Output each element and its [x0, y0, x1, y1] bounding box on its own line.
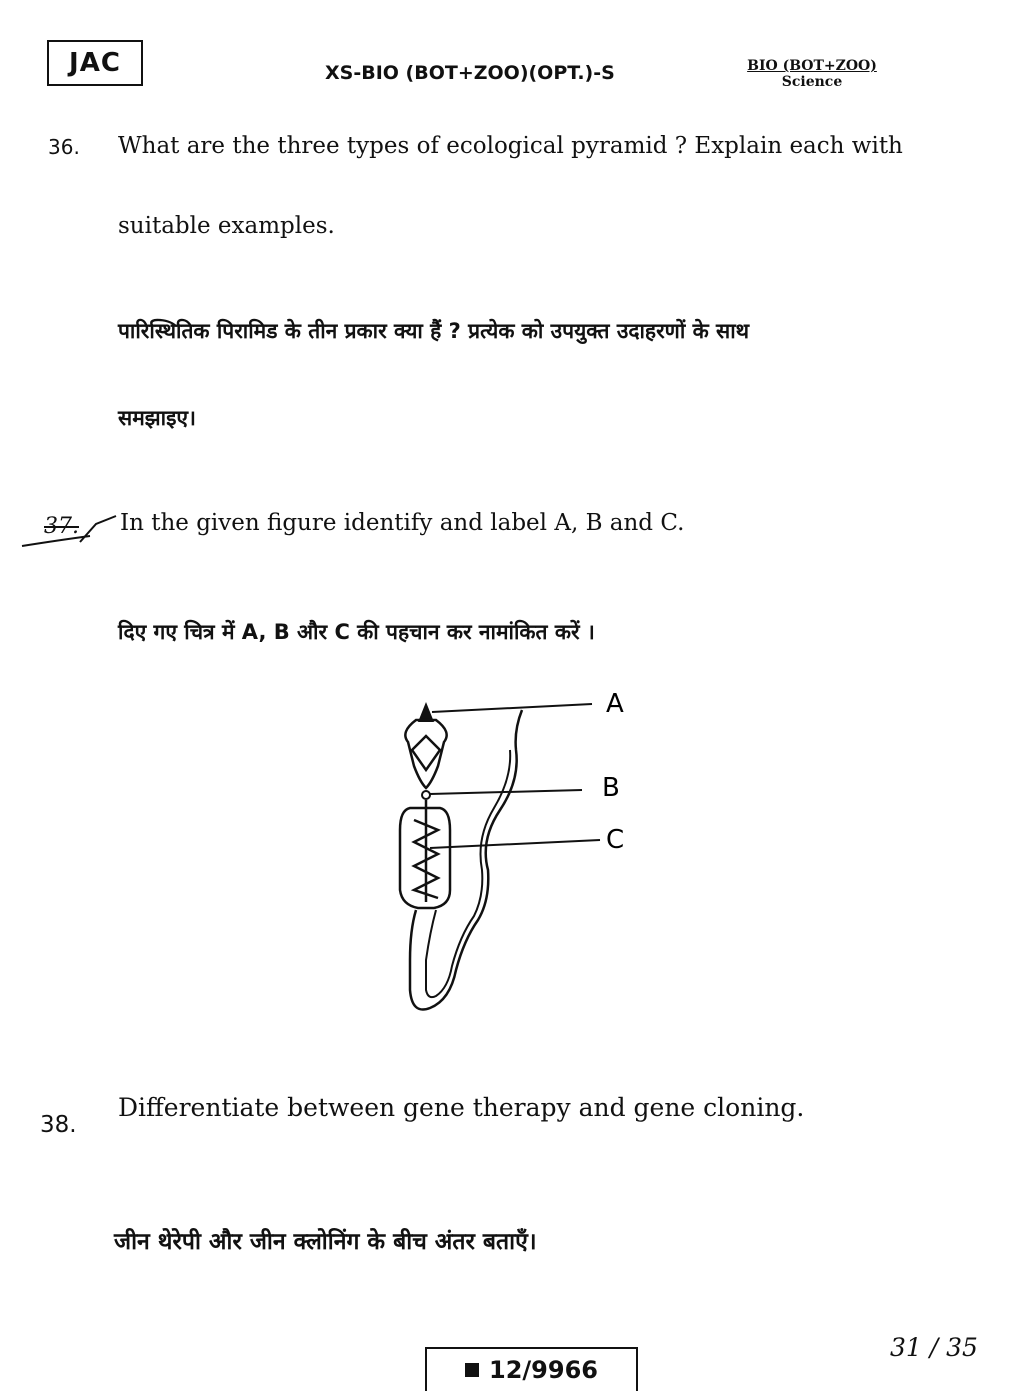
question-36-english-line2: suitable examples. — [118, 213, 335, 239]
footer-code: 12/9966 — [489, 1356, 598, 1384]
question-37-hindi: दिए गए चित्र में A, B और C की पहचान कर नामांकित करें । — [118, 620, 595, 644]
mitochondria-spiral — [414, 800, 438, 902]
subject-block — [742, 58, 882, 90]
figure-label-b: B — [602, 773, 620, 803]
page-number: 31 / 35 — [890, 1333, 978, 1362]
pointer-b — [430, 790, 582, 794]
square-bullet-icon — [465, 1363, 479, 1377]
question-38-hindi: जीन थेरेपी और जीन क्लोनिंग के बीच अंतर बताएँ। — [114, 1229, 537, 1255]
question-36-number: 36. — [48, 135, 80, 159]
figure-label-c: C — [606, 825, 625, 855]
footer-code-box — [425, 1347, 638, 1391]
head-outer — [405, 720, 446, 788]
neck — [422, 791, 430, 799]
figure-label-a: A — [606, 689, 624, 719]
paper-code: XS-BIO (BOT+ZOO)(OPT.)-S — [325, 62, 615, 84]
pointer-c — [430, 840, 600, 848]
question-36-english-line1: What are the three types of ecological pyramid ? Explain each with — [118, 133, 903, 159]
question-38-number: 38. — [40, 1112, 77, 1138]
subject-line1: BIO (BOT+ZOO) — [747, 58, 877, 74]
sperm-diagram — [360, 670, 660, 1020]
nucleus — [412, 736, 440, 770]
subject-line2: Science — [781, 74, 843, 90]
question-38-english: Differentiate between gene therapy and gene cloning. — [118, 1093, 805, 1122]
board-name: JAC — [69, 48, 121, 78]
question-36-hindi-line1: पारिस्थितिक पिरामिड के तीन प्रकार क्या हैं ? प्रत्येक को उपयुक्त उदाहरणों के साथ — [118, 319, 750, 343]
board-logo-box — [47, 40, 143, 86]
question-37-number: 37. — [44, 514, 79, 539]
tick-mark-icon — [20, 512, 120, 552]
pointer-a — [432, 704, 592, 712]
question-37-english: In the given figure identify and label A, B and C. — [120, 510, 685, 536]
question-36-hindi-line2: समझाइए। — [118, 406, 196, 430]
